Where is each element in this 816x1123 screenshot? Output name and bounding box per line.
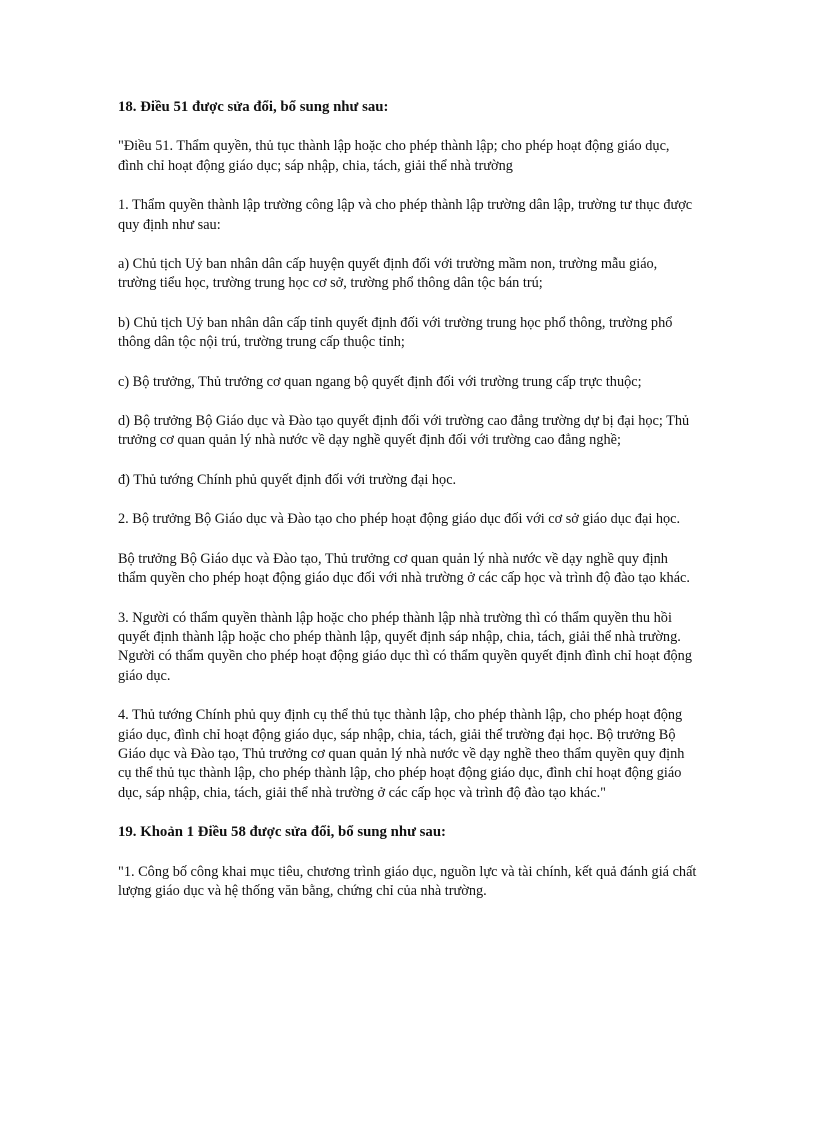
clause-3: 3. Người có thẩm quyền thành lập hoặc cho phép thành lập nhà trường thì có thẩm quyền thu hồi quyết định thành lập hoặc cho phép thành lập, quyết định sáp nhập, chia, tách, giải thể nhà trường. Người có thẩm quyền cho phép hoạt động giáo dục thì có thẩm quyền quyết định đình chỉ hoạt động giáo dục. — [118, 609, 692, 684]
clause-1-point-c: c) Bộ trưởng, Thủ trưởng cơ quan ngang bộ quyết định đối với trường trung cấp trực thuộc; — [118, 373, 642, 390]
clause-2-continued: Bộ trưởng Bộ Giáo dục và Đào tạo, Thủ trưởng cơ quan quản lý nhà nước về dạy nghề quy định thẩm quyền cho phép hoạt động giáo dục đối với nhà trường ở các cấp học và trình độ đào tạo khác. — [118, 550, 690, 587]
clause-1-point-d: d) Bộ trưởng Bộ Giáo dục và Đào tạo quyết định đối với trường cao đẳng trường dự bị đại học; Thủ trưởng cơ quan quản lý nhà nước về dạy nghề quyết định đối với trường cao đẳng nghề; — [118, 413, 690, 449]
clause-1-point-dd: đ) Thủ tướng Chính phủ quyết định đối với trường đại học. — [118, 471, 457, 488]
clause-1-point-b: b) Chủ tịch Uỷ ban nhân dân cấp tỉnh quyết định đối với trường trung học phổ thông, trường phổ thông dân tộc nội trú, trường trung cấp thuộc tỉnh; — [118, 314, 673, 351]
section-heading-18: 18. Điều 51 được sửa đổi, bổ sung như sau: — [118, 99, 389, 115]
article-58-clause-1: "1. Công bố công khai mục tiêu, chương trình giáo dục, nguồn lực và tài chính, kết quả đánh giá chất lượng giáo dục và hệ thống văn bằng, chứng chỉ của nhà trường. — [118, 863, 697, 899]
clause-1-intro: 1. Thẩm quyền thành lập trường công lập và cho phép thành lập trường dân lập, trường tư thục được quy định như sau: — [118, 197, 693, 233]
section-heading-19: 19. Khoản 1 Điều 58 được sửa đổi, bổ sung như sau: — [118, 824, 446, 841]
clause-2: 2. Bộ trưởng Bộ Giáo dục và Đào tạo cho phép hoạt động giáo dục đối với cơ sở giáo dục đại học. — [118, 511, 681, 528]
clause-4: 4. Thủ tướng Chính phủ quy định cụ thể thủ tục thành lập, cho phép thành lập, cho phép hoạt động giáo dục, đình chỉ hoạt động giáo dục, sáp nhập, chia, tách, giải thể trường đại học. Bộ trưởng Bộ Giáo dục và Đào tạo, Thủ trưởng cơ quan quản lý nhà nước về dạy nghề theo thẩm quyền quy định cụ thể thủ tục thành lập, cho phép thành lập, cho phép hoạt động giáo dục, đình chỉ hoạt động giáo dục, sáp nhập, chia, tách, giải thể nhà trường ở các cấp học và trình độ đào tạo khác." — [118, 707, 685, 801]
document-page — [118, 98, 698, 921]
clause-1-point-a: a) Chủ tịch Uỷ ban nhân dân cấp huyện quyết định đối với trường mầm non, trường mẫu giáo, trường tiểu học, trường trung học cơ sở, trường phổ thông dân tộc bán trú; — [118, 256, 658, 292]
article-51-title: "Điều 51. Thẩm quyền, thủ tục thành lập hoặc cho phép thành lập; cho phép hoạt động giáo dục, đình chỉ hoạt động giáo dục; sáp nhập, chia, tách, giải thể nhà trường — [118, 138, 670, 174]
